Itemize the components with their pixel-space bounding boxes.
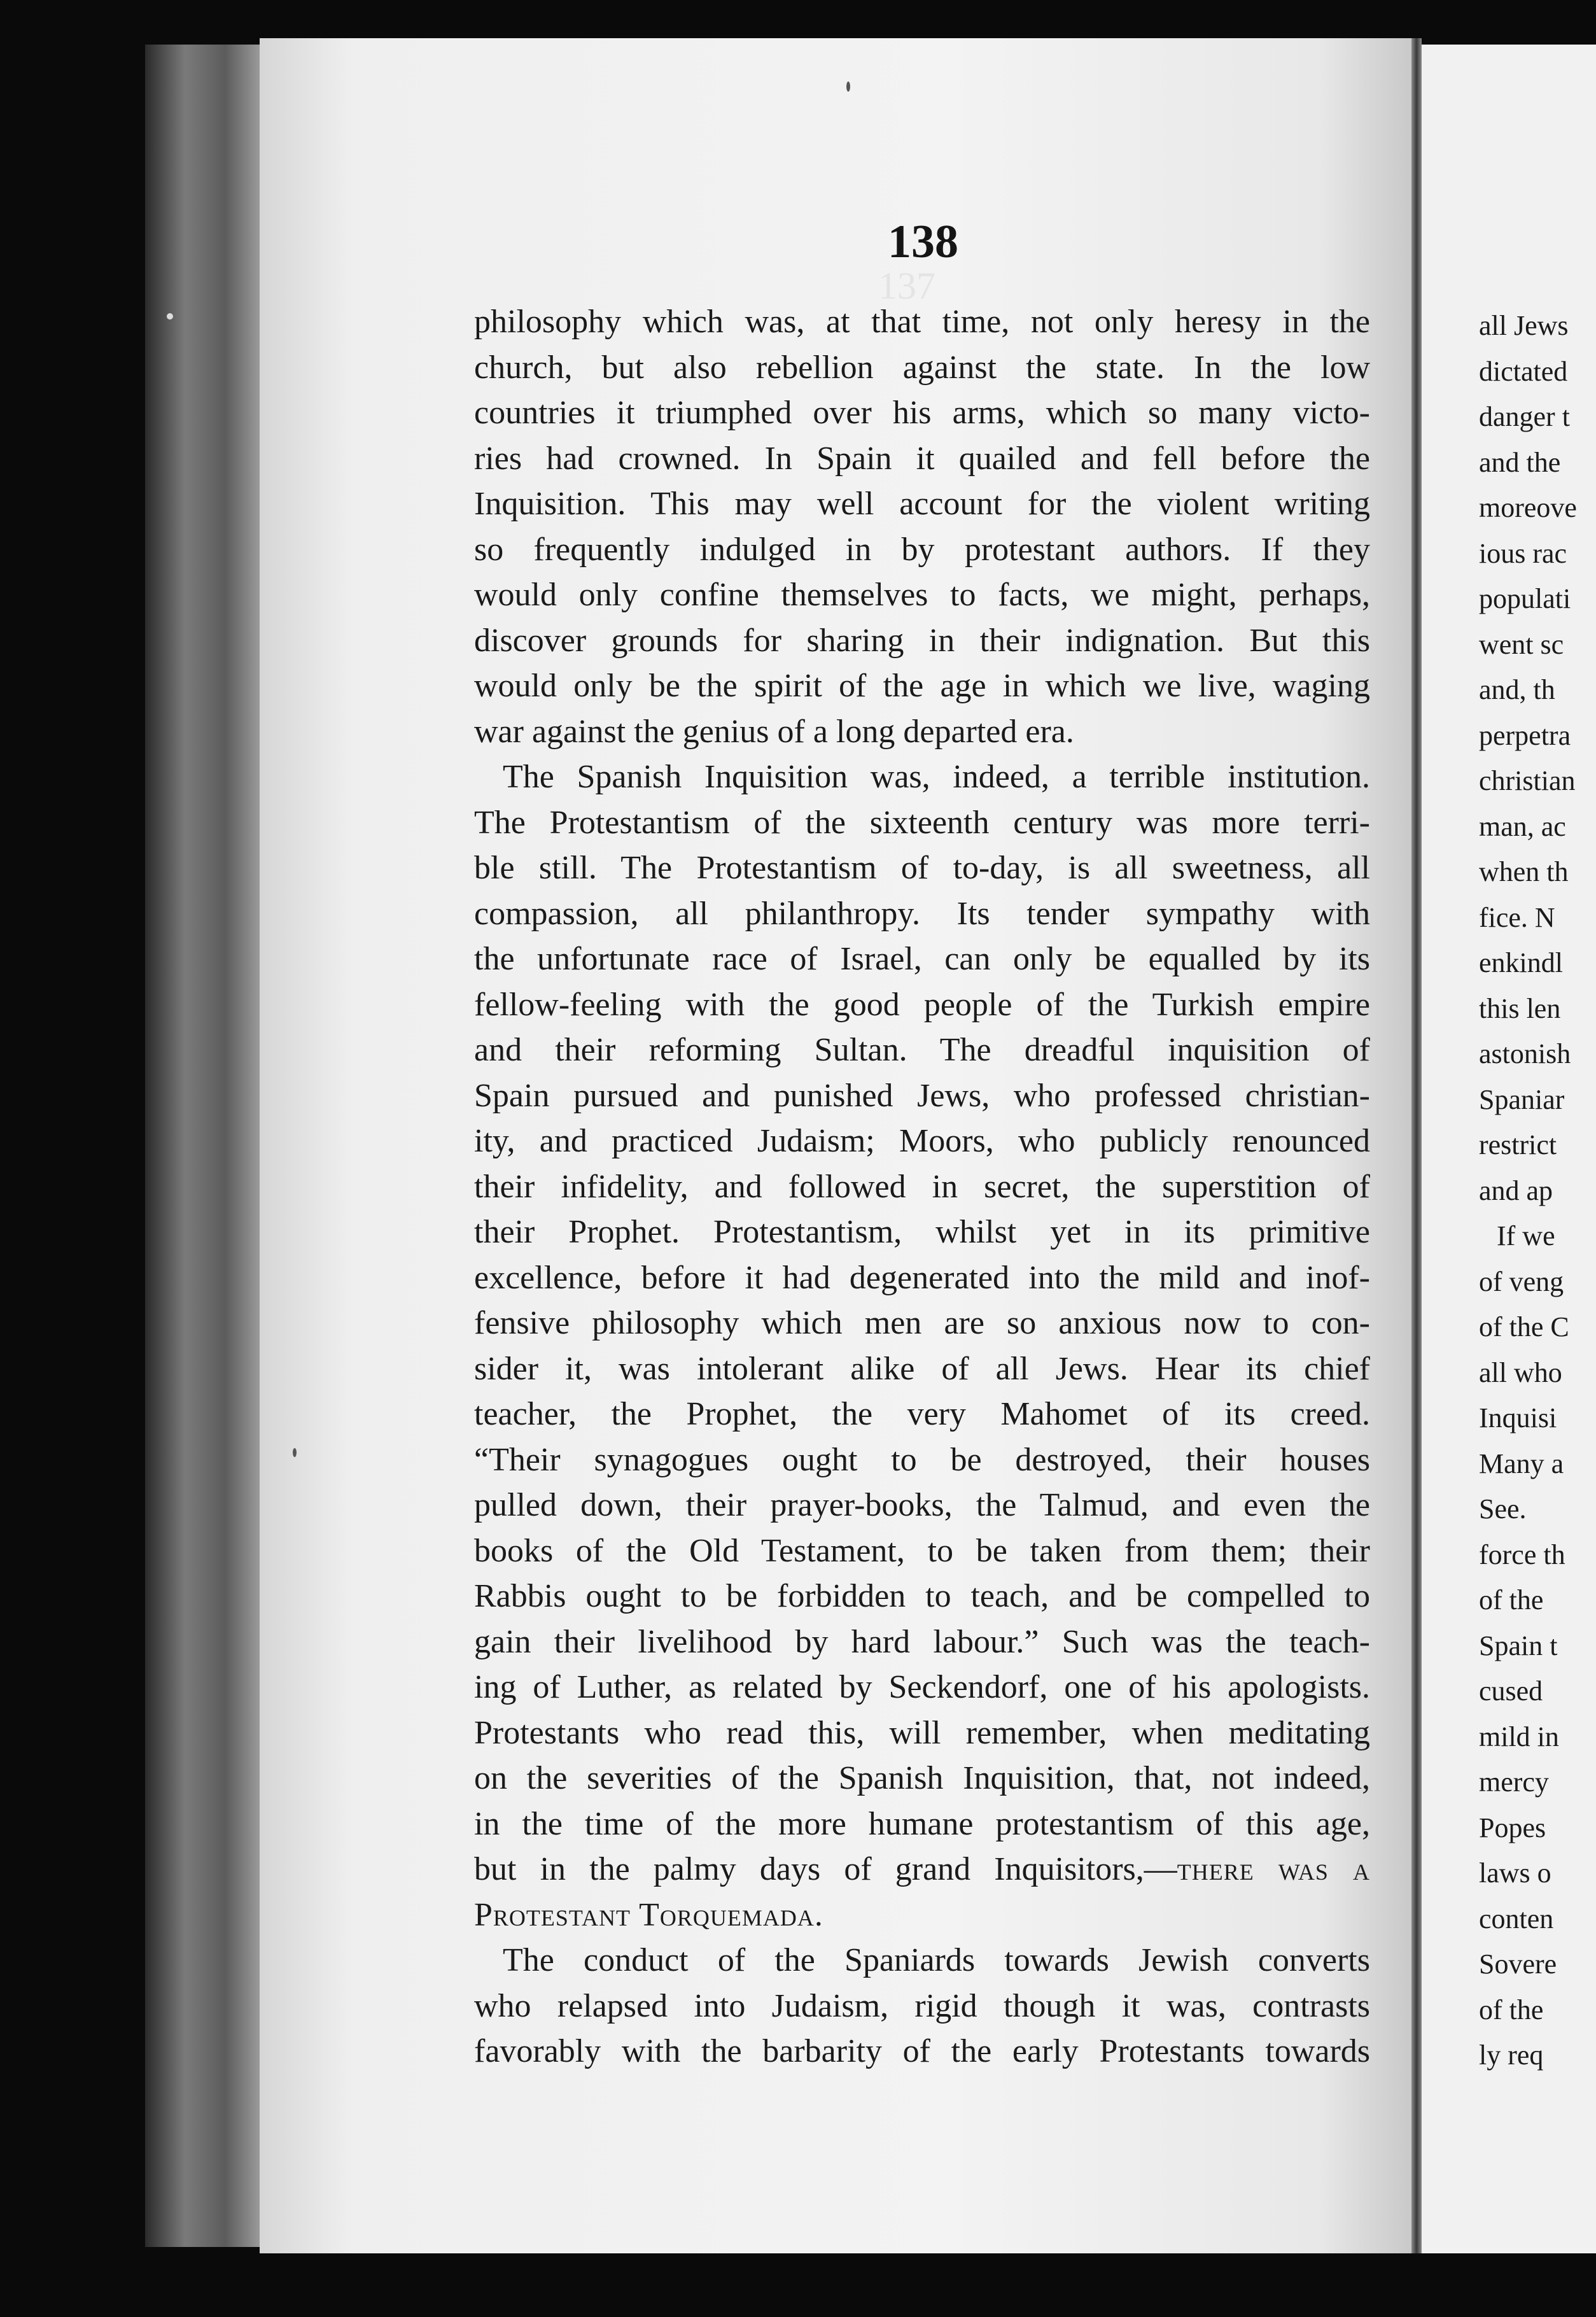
paragraph-3 [474,1938,1370,2074]
scan-speck [167,313,173,320]
main-text-body [474,299,1370,2074]
fragment-line: of the [1479,1994,1544,2025]
fragment-line: of veng [1479,1265,1564,1297]
fragment-line: Spaniar [1479,1083,1565,1115]
scan-speck [846,81,850,92]
text-line: books of the Old Testament, to be taken from them; their [474,1532,1370,1569]
fragment-line: conten [1479,1903,1554,1934]
text-line: The Protestantism of the sixteenth century was more terri- [474,804,1370,841]
fragment-line: mild in [1479,1721,1559,1752]
text-line: ries had crowned. In Spain it quailed and fell before the [474,440,1370,477]
text-line: ble still. The Protestantism of to-day, is all sweetness, all [474,850,1370,886]
fragment-line: this len [1479,992,1561,1024]
fragment-line: mercy [1479,1766,1549,1798]
fragment-line: christian [1479,765,1576,796]
text-line: The Spanish Inquisition was, indeed, a terrible institution. [503,759,1370,795]
fragment-line: all Jews [1479,310,1569,341]
fragment-line: Inquisi [1479,1402,1557,1433]
text-line: the unfortunate race of Israel, can only be equalled by its [474,941,1370,977]
fragment-line: dictated [1479,355,1568,387]
text-line: discover grounds for sharing in their indignation. But this [474,622,1370,659]
text-line: fellow-feeling with the good people of the Turkish empire [474,986,1370,1023]
text-line: philosophy which was, at that time, not only heresy in the [474,304,1370,340]
text-line: ing of Luther, as related by Seckendorf, one of his apologists. [474,1669,1370,1705]
text-line: Spain pursued and punished Jews, who professed christian- [474,1077,1370,1114]
text-line: favorably with the barbarity of the early Protestants towards [474,2033,1370,2069]
fragment-line: man, ac [1479,810,1566,842]
text-line: compassion, all philanthropy. Its tender sympathy with [474,895,1370,932]
fragment-line: of the C [1479,1311,1569,1342]
text-line: pulled down, their prayer-books, the Talmud, and even the [474,1487,1370,1523]
text-line: fensive philosophy which men are so anxious now to con- [474,1305,1370,1341]
page-number: 138 [888,216,958,268]
fragment-line: Many a [1479,1447,1564,1479]
fragment-line: enkindl [1479,947,1563,978]
fragment-line: force th [1479,1539,1565,1570]
text-line: ity, and practiced Judaism; Moors, who publicly renounced [474,1123,1370,1159]
fragment-line: Popes [1479,1812,1546,1843]
text-line: Rabbis ought to be forbidden to teach, and be compelled to [474,1578,1370,1614]
fragment-line: when th [1479,856,1569,887]
text-line: would only be the spirit of the age in which we live, waging [474,668,1370,704]
fragment-line: of the [1479,1584,1544,1616]
fragment-line: danger t [1479,401,1570,432]
fragment-line: restrict [1479,1129,1557,1160]
paragraph-2 [474,754,1370,1938]
fragment-line: went sc [1479,628,1564,660]
text-line-start: but in the palmy days of grand Inquisitors,— [474,1851,1177,1887]
right-page-text-fragment [1479,303,1596,2078]
paragraph-1 [474,299,1370,754]
fragment-line: If we [1497,1220,1555,1251]
text-line: sider it, was intolerant alike of all Jews. Hear its chief [474,1350,1370,1387]
text-line: Inquisition. This may well account for the violent writing [474,486,1370,522]
book-binding-shadow [145,45,260,2247]
small-caps-emphasis: there was a [1177,1851,1370,1887]
fragment-line: fice. N [1479,901,1555,933]
text-line: “Their synagogues ought to be destroyed, their houses [474,1441,1370,1478]
text-line: excellence, before it had degenerated into the mild and inof- [474,1259,1370,1296]
text-line: war against the genius of a long departed era. [474,713,1074,750]
page-gutter [1411,38,1422,2253]
text-line: countries it triumphed over his arms, which so many victo- [474,395,1370,431]
fragment-line: ly req [1479,2039,1544,2071]
fragment-line: and the [1479,446,1561,478]
text-line: church, but also rebellion against the state. In the low [474,349,1370,386]
text-line: their Prophet. Protestantism, whilst yet in its primitive [474,1214,1370,1250]
text-line: gain their livelihood by hard labour.” Such was the teach- [474,1623,1370,1660]
text-line: in the time of the more humane protestantism of this age, [474,1805,1370,1842]
fragment-line: perpetra [1479,719,1571,751]
fragment-line: all who [1479,1356,1562,1388]
text-line: so frequently indulged in by protestant authors. If they [474,531,1370,568]
bleed-through-number: 137 [878,265,935,307]
small-caps-emphasis-line: Protestant Torquemada. [474,1896,823,1933]
text-line: teacher, the Prophet, the very Mahomet of its creed. [474,1396,1370,1432]
fragment-line: cused [1479,1675,1543,1707]
text-line [474,1847,1370,1892]
text-line: on the severities of the Spanish Inquisition, that, not indeed, [474,1760,1370,1796]
scan-speck [293,1448,297,1457]
fragment-line: laws o [1479,1857,1551,1889]
fragment-line: astonish [1479,1038,1571,1069]
text-line: and their reforming Sultan. The dreadful inquisition of [474,1032,1370,1068]
text-line: who relapsed into Judaism, rigid though it was, contrasts [474,1987,1370,2024]
text-line: The conduct of the Spaniards towards Jewish converts [503,1942,1370,1978]
fragment-line: ious rac [1479,537,1567,569]
fragment-line: moreove [1479,492,1577,523]
fragment-line: See. [1479,1493,1527,1525]
fragment-line: Spain t [1479,1630,1558,1661]
text-line: would only confine themselves to facts, we might, perhaps, [474,577,1370,613]
fragment-line: and, th [1479,674,1555,705]
text-line: Protestants who read this, will remember, when meditating [474,1714,1370,1751]
text-line: their infidelity, and followed in secret, the superstition of [474,1168,1370,1205]
fragment-line: Sovere [1479,1948,1557,1980]
fragment-line: and ap [1479,1174,1553,1206]
fragment-line: populati [1479,583,1571,614]
